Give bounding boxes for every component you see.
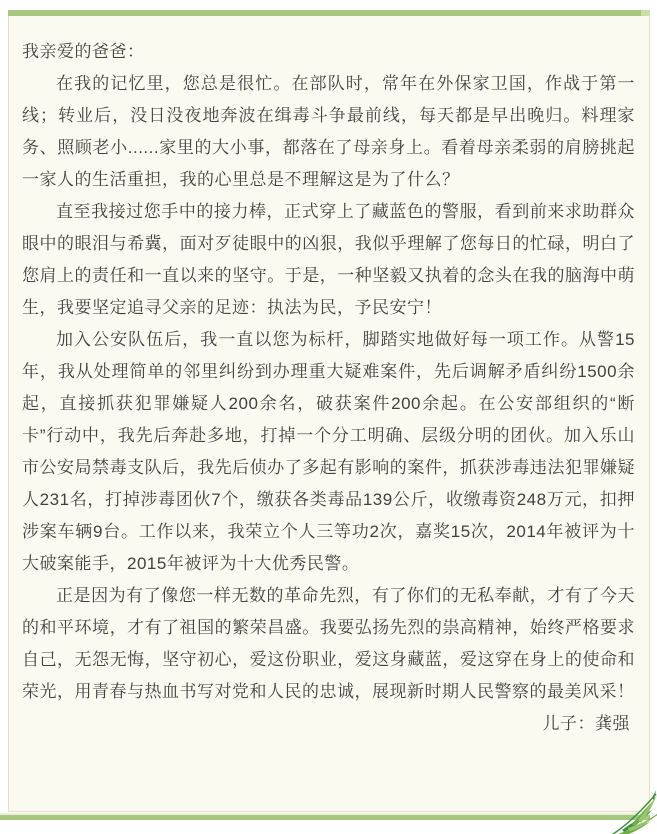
letter-salutation: 我亲爱的爸爸： [22, 42, 145, 61]
letter-paragraph-2: 直至我接过您手中的接力棒，正式穿上了藏蓝色的警服，看到前来求助群众眼中的眼泪与希冀，面对歹徒眼中的凶狠，我似乎理解了您每日的忙碌，明白了您肩上的责任和一直以来的坚守。于是，一种坚毅又执着的念头在我的脑海中萌生，我要坚定追寻父亲的足迹：执法为民，予民安宁！ [22, 202, 635, 317]
letter-paper [8, 16, 650, 812]
bamboo-leaves-icon [608, 780, 657, 834]
letter-paragraph-1: 在我的记忆里，您总是很忙。在部队时，常年在外保家卫国，作战于第一线；转业后，没日没夜地奔波在缉毒斗争最前线，每天都是早出晚归。料理家务、照顾老小......家里的大小事，都落在了母亲身上。看着母亲柔弱的肩膀挑起一家人的生活重担，我的心里总是不理解这是为了什么？ [22, 74, 635, 189]
bottom-accent-bar [0, 815, 650, 820]
letter-paragraph-3: 加入公安队伍后，我一直以您为标杆，脚踏实地做好每一项工作。从警15年，我从处理简单的邻里纠纷到办理重大疑难案件，先后调解矛盾纠纷1500余起，直接抓获犯罪嫌疑人200余名，破获案件200余起。在公安部组织的“断卡”行动中，我先后奔赴多地，打掉一个分工明确、层级分明的团伙。加入乐山市公安局禁毒支队后，我先后侦办了多起有影响的案件，抓获涉毒违法犯罪嫌疑人231名，打掉涉毒团伙7个，缴获各类毒品139公斤，收缴毒资248万元，扣押涉案车辆9台。工作以来，我荣立个人三等功2次，嘉奖15次，2014年被评为十大破案能手，2015年被评为十大优秀民警。 [22, 330, 635, 573]
letter-signature: 儿子：龚强 [542, 714, 630, 733]
letter-paragraph-4: 正是因为有了像您一样无数的革命先烈，有了你们的无私奉献，才有了今天的和平环境，才有了祖国的繁荣昌盛。我要弘扬先烈的祟高精神，始终严格要求自己，无怨无悔，坚守初心，爱这份职业，爱这身藏蓝，爱这穿在身上的使命和荣光，用青春与热血书写对党和人民的忠诚，展现新时期人民警察的最美风采！ [22, 586, 635, 701]
